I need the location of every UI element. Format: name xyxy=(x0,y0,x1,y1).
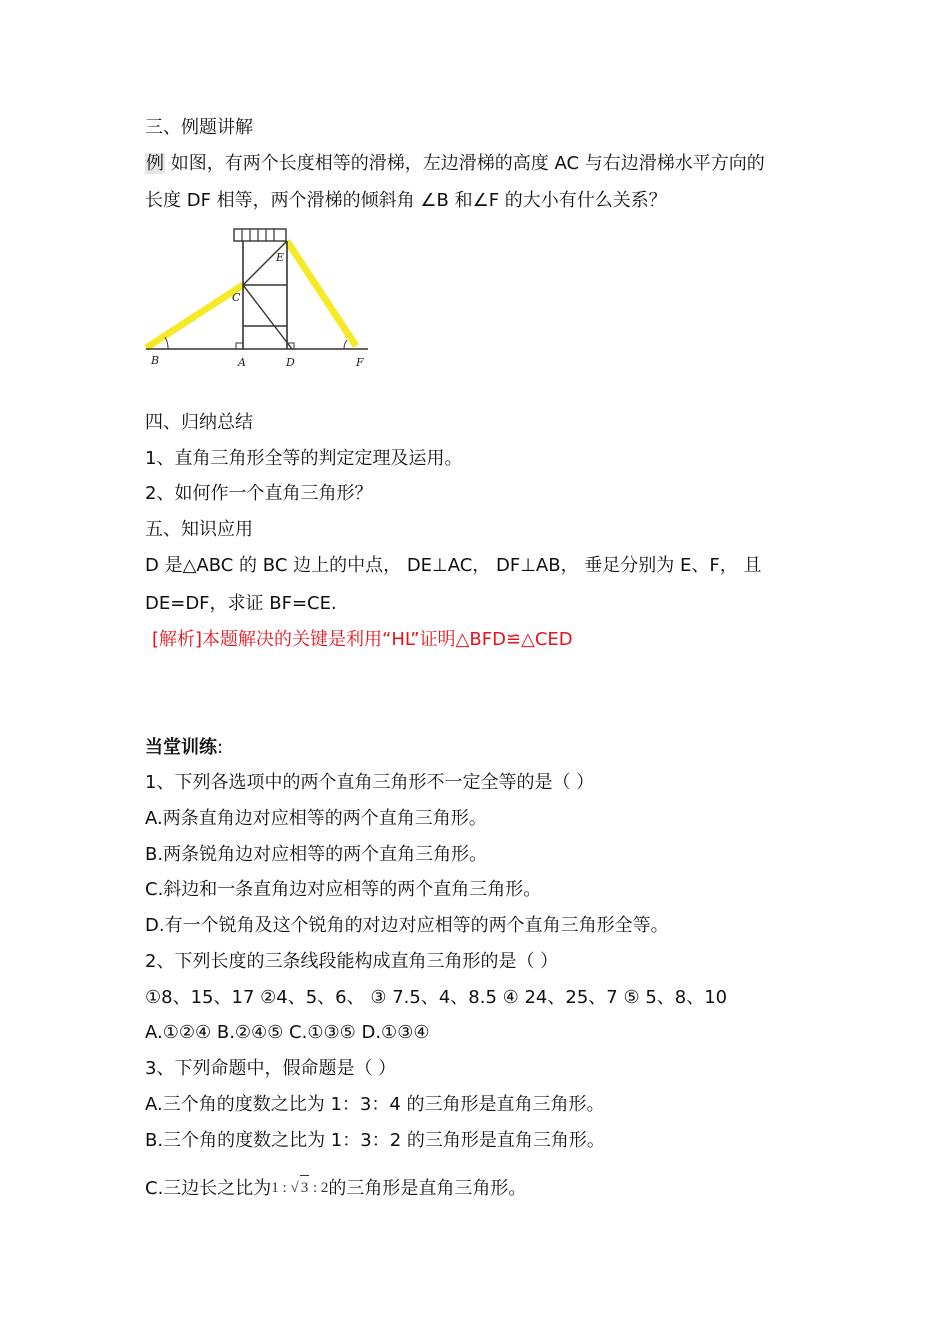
label-F: F xyxy=(356,356,364,369)
practice-heading xyxy=(145,736,223,760)
analysis-note: [解析]本题解决的关键是利用“HL”证明△BFD≌△CED xyxy=(152,629,573,650)
apply-problem-line1: D 是△ABC 的 BC 边上的中点， DE⊥AC， DF⊥AB， 垂足分别为 E、F， 且 xyxy=(145,555,762,576)
section-heading-apply: 五、知识应用 xyxy=(145,519,253,540)
practice-heading-colon: : xyxy=(217,737,224,758)
practice-heading-text: 当堂训练 xyxy=(145,737,217,758)
question-2: 2、下列长度的三条线段能构成直角三角形的是（ ） xyxy=(145,951,559,972)
ratio-part-1: 1 : xyxy=(271,1180,291,1196)
summary-item-2: 2、如何作一个直角三角形？ xyxy=(145,483,373,504)
question-1-option-a: A.两条直角边对应相等的两个直角三角形。 xyxy=(145,808,487,829)
question-2-items: ①8、15、17 ②4、5、6、 ③ 7.5、4、8.5 ④ 24、25、7 ⑤ 5、8、10 xyxy=(145,987,728,1008)
label-C: C xyxy=(232,291,241,304)
section-heading-summary: 四、归纳总结 xyxy=(145,412,253,433)
ratio-part-2: : 2 xyxy=(309,1180,329,1196)
question-1: 1、下列各选项中的两个直角三角形不一定全等的是（ ） xyxy=(145,772,595,793)
question-1-option-d: D.有一个锐角及这个锐角的对边对应相等的两个直角三角形全等。 xyxy=(145,915,669,936)
q3-c-prefix: C.三边长之比为 xyxy=(145,1178,272,1199)
question-2-options: A.①②④ B.②④⑤ C.①③⑤ D.①③④ xyxy=(145,1022,430,1043)
question-3-option-c xyxy=(145,1175,526,1201)
apply-problem-line2: DE=DF，求证 BF=CE. xyxy=(145,593,337,614)
question-1-option-c: C.斜边和一条直角边对应相等的两个直角三角形。 xyxy=(145,879,542,900)
ratio-formula: 1 : √ 3 : 2 xyxy=(271,1175,328,1200)
question-3-option-b: B.三个角的度数之比为 1：3：2 的三角形是直角三角形。 xyxy=(145,1130,605,1151)
ratio-sqrt: 3 xyxy=(300,1175,310,1200)
question-1-option-b: B.两条锐角边对应相等的两个直角三角形。 xyxy=(145,844,488,865)
example-paragraph-line1 xyxy=(145,152,765,176)
label-A: A xyxy=(238,356,246,369)
slide-diagram xyxy=(144,223,370,370)
label-E: E xyxy=(276,251,285,264)
summary-item-1: 1、直角三角形全等的判定定理及运用。 xyxy=(145,448,463,469)
example-paragraph-line2: 长度 DF 相等，两个滑梯的倾斜角 ∠B 和∠F 的大小有什么关系？ xyxy=(145,190,667,211)
example-tag: 例 xyxy=(146,153,164,174)
section-heading-example: 三、例题讲解 xyxy=(145,117,253,138)
label-B: B xyxy=(151,354,160,367)
example-text-1: 如图，有两个长度相等的滑梯，左边滑梯的高度 AC 与右边滑梯水平方向的 xyxy=(165,153,765,174)
question-3-option-a: A.三个角的度数之比为 1：3：4 的三角形是直角三角形。 xyxy=(145,1094,605,1115)
question-3: 3、下列命题中，假命题是（ ） xyxy=(145,1058,397,1079)
q3-c-suffix: 的三角形是直角三角形。 xyxy=(328,1178,527,1199)
label-D: D xyxy=(286,356,295,369)
